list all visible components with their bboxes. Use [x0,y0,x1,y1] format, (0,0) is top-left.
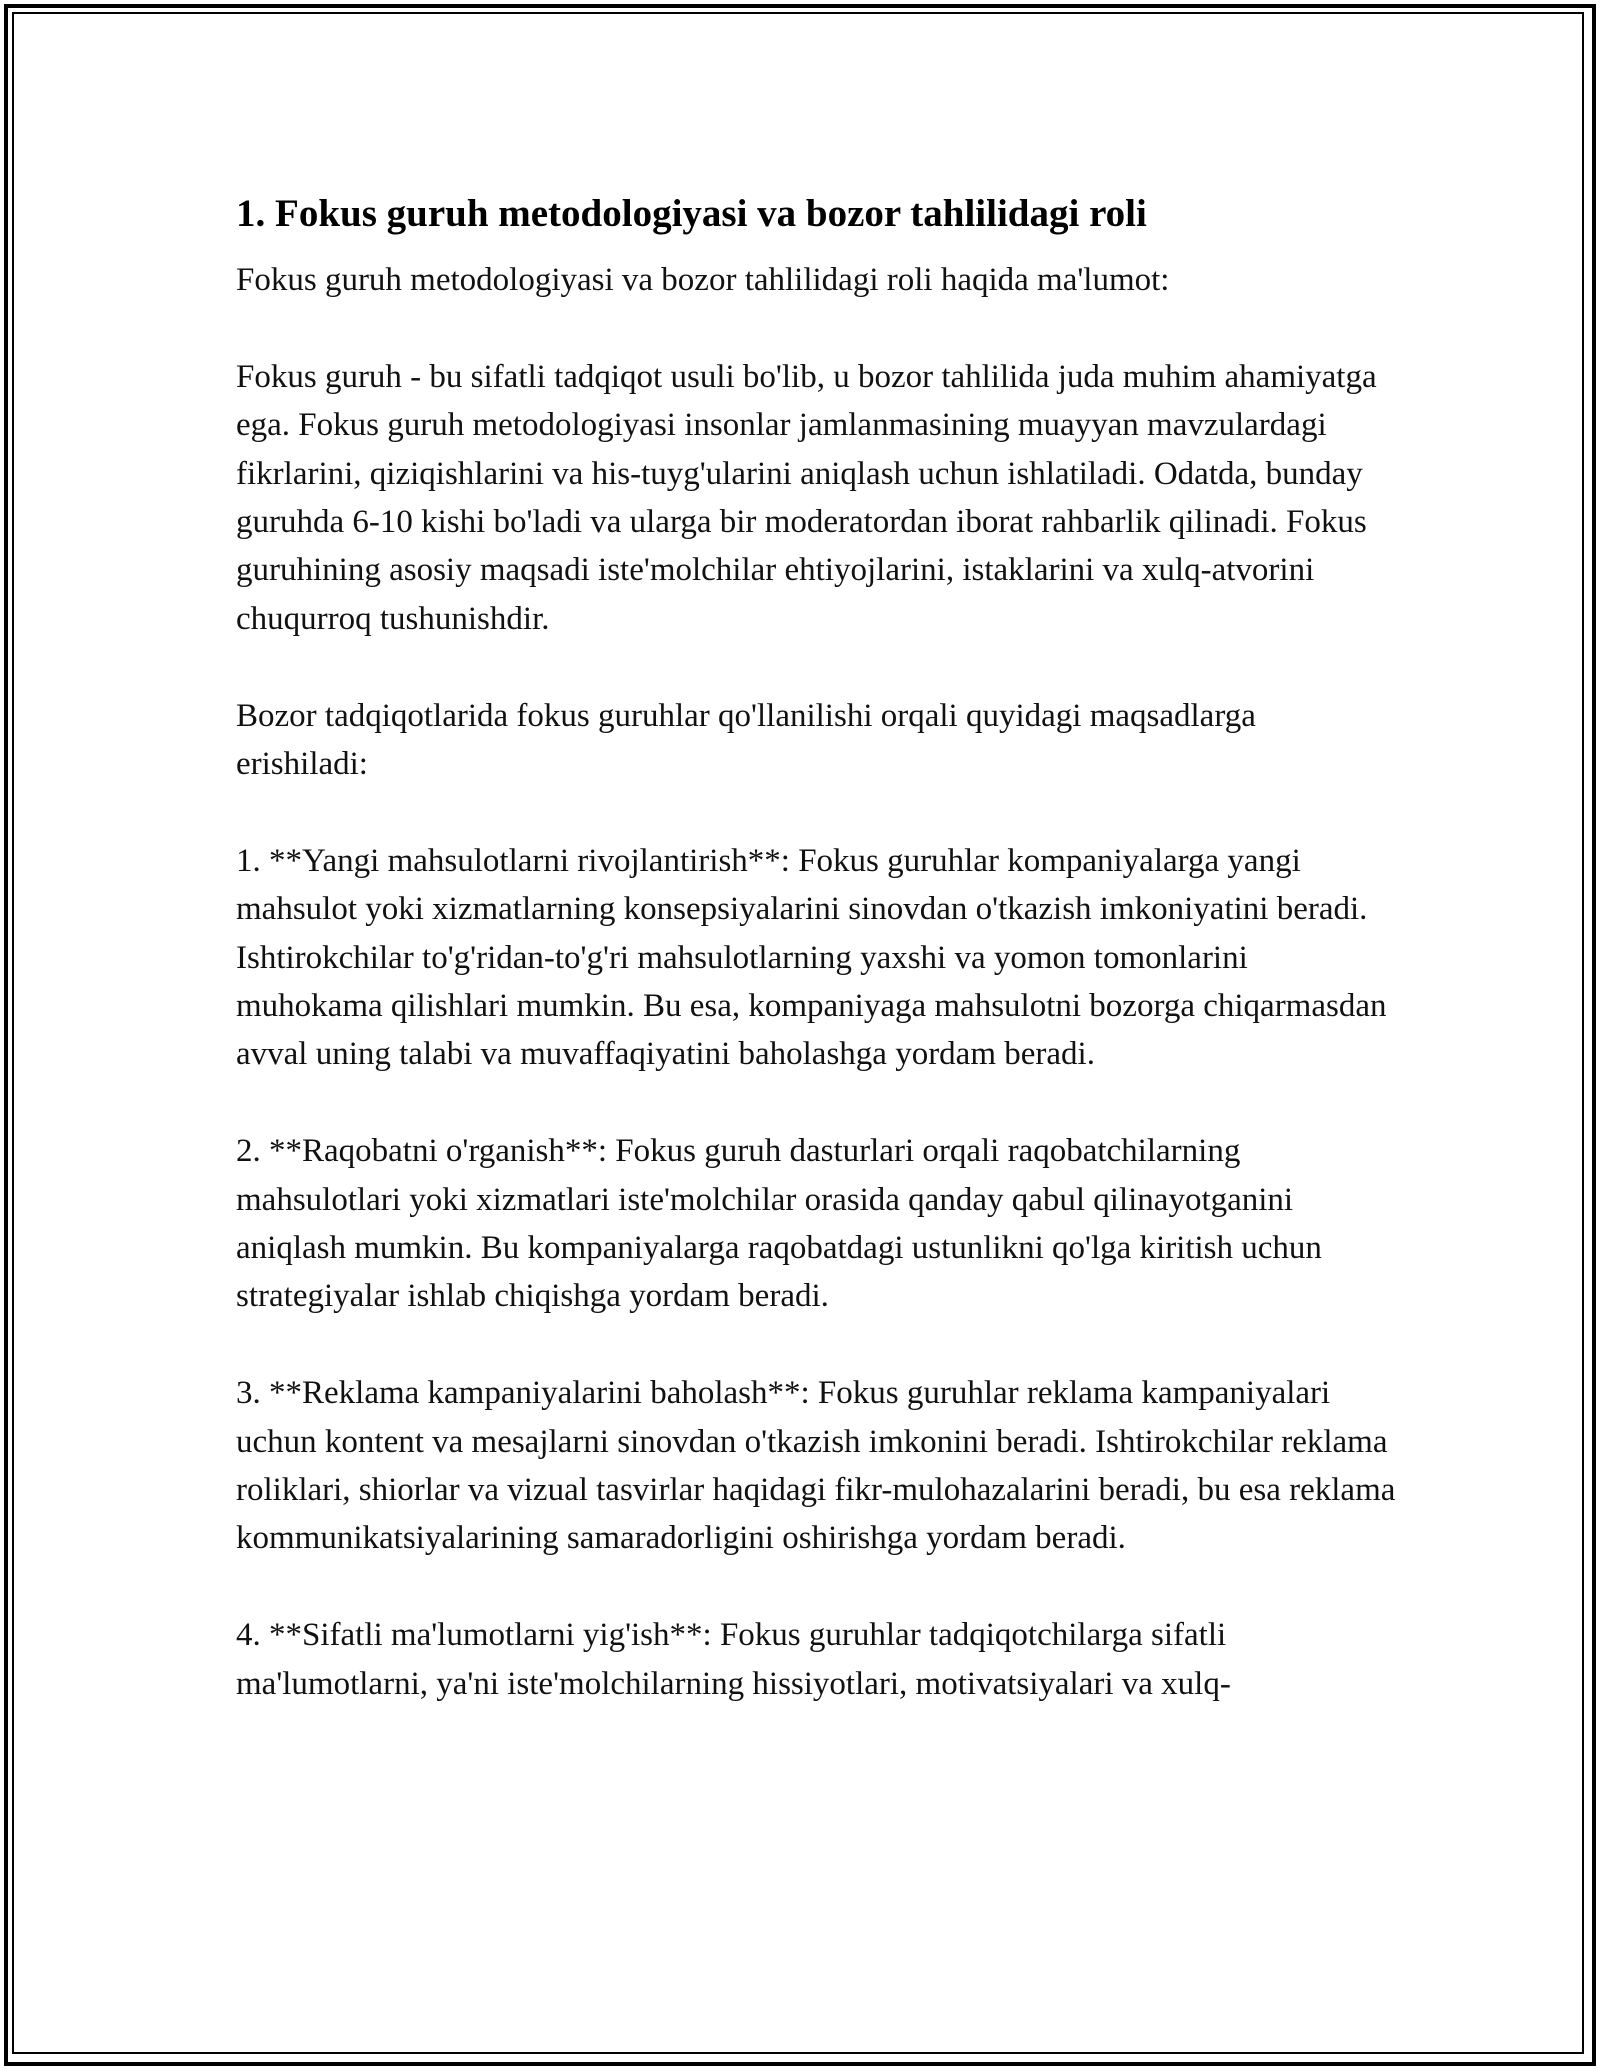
list-item-competition: 2. **Raqobatni o'rganish**: Fokus guruh dasturlari orqali raqobatchilarning mahsulotlari yoki xizmatlari iste'molchilar orasida qanday qabul qilinayotganini aniqlash mumkin. Bu kompaniyalarga raqobatdagi ustunlikni qo'lga kiritish uchun strategiyalar ishlab chiqishga yordam beradi. [236,1133,1322,1315]
goals-lead-paragraph: Bozor tadqiqotlarida fokus guruhlar qo'llanilishi orqali quyidagi maqsadlarga erishiladi: [236,697,1256,783]
list-item-qualitative-data: 4. **Sifatli ma'lumotlarni yig'ish**: Fokus guruhlar tadqiqotchilarga sifatli ma'lumotlarni, ya'ni iste'molchilarning hissiyotlari, motivatsiyalari va xulq- [236,1617,1231,1702]
section-heading: 1. Fokus guruh metodologiyasi va bozor tahlilidagi roli [236,192,1147,235]
definition-paragraph: Fokus guruh - bu sifatli tadqiqot usuli bo'lib, u bozor tahlilida juda muhim ahamiyatga ega. Fokus guruh metodologiyasi insonlar jamlanmasining muayyan mavzulardagi fikrlarini, qiziqishlarini va his-tuyg'ularini aniqlash uchun ishlatiladi. Odatda, bunday guruhda 6-10 kishi bo'ladi va ularga bir moderatordan iborat rahbarlik qilinadi. Fokus guruhining asosiy maqsadi iste'molchilar ehtiyojlarini, istaklarini va xulq-atvorini chuqurroq tushunishdir. [236,358,1377,637]
document-body [236,188,1396,1756]
list-item-advertising: 3. **Reklama kampaniyalarini baholash**: Fokus guruhlar reklama kampaniyalari uchun kontent va mesajlarni sinovdan o'tkazish imkonini beradi. Ishtirokchilar reklama roliklari, shiorlar va vizual tasvirlar haqidagi fikr-mulohazalarini beradi, bu esa reklama kommunikatsiyalarining samaradorligini oshirishga yordam beradi. [236,1375,1396,1557]
list-item-product-development: 1. **Yangi mahsulotlarni rivojlantirish**: Fokus guruhlar kompaniyalarga yangi mahsulot yoki xizmatlarning konsepsiyalarini sinovdan o'tkazish imkoniyatini beradi. Ishtirokchilar to'g'ridan-to'g'ri mahsulotlarning yaxshi va yomon tomonlarini muhokama qilishlari mumkin. Bu esa, kompaniyaga mahsulotni bozorga chiqarmasdan avval uning talabi va muvaffaqiyatini baholashga yordam beradi. [236,842,1387,1073]
intro-paragraph: Fokus guruh metodologiyasi va bozor tahlilidagi roli haqida ma'lumot: [236,262,1170,298]
